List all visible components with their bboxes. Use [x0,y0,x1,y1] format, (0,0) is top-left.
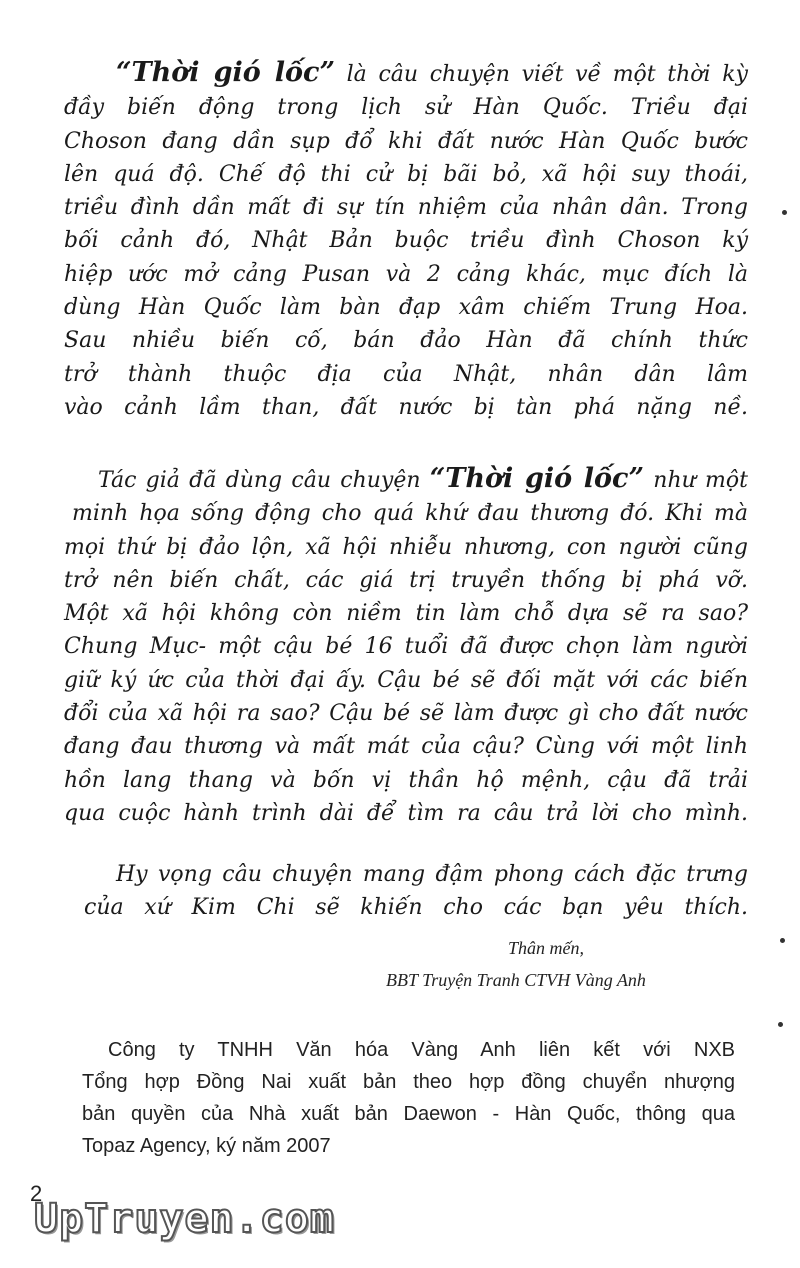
paragraph-line: đang đau thương và mất mát của cậu? Cùng với một linh [64,734,748,760]
site-watermark: UpTruyen.com [34,1196,335,1242]
paragraph-line: lên quá độ. Chế độ thi cử bị bãi bỏ, xã hội suy thoái, [64,161,748,187]
paragraph-line: của xứ Kim Chi sẽ khiến cho các bạn yêu thích. [84,895,748,921]
paragraph-line: “Thời gió lốc” là câu chuyện viết về một thời kỳ [116,57,748,88]
paragraph-line: hiệp ước mở cảng Pusan và 2 cảng khác, mục đích là [64,261,748,287]
paragraph-line: Tác giả đã dùng câu chuyện “Thời gió lốc” như một [98,463,748,494]
paragraph-line: Chung Mục- một cậu bé 16 tuổi đã được chọn làm người [64,634,748,660]
paragraph-line: bối cảnh đó, Nhật Bản buộc triều đình Choson ký [64,228,748,254]
paragraph-line: đầy biến động trong lịch sử Hàn Quốc. Triều đại [64,95,748,121]
paragraph-line: trở thành thuộc địa của Nhật, nhân dân lâm [64,361,748,387]
book-title-emphasis: “Thời gió lốc” [116,57,335,88]
book-title-emphasis: “Thời gió lốc” [429,463,645,494]
intro-paragraph [64,56,748,424]
paragraph-line: Choson đang dần sụp đổ khi đất nước Hàn Quốc bước [64,128,748,154]
paragraph-line: trở nên biến chất, các giá trị truyền thống bị phá vỡ. [64,567,748,593]
paragraph-line: giữ ký ức của thời đại ấy. Cậu bé sẽ đối mặt với các biến [64,667,748,693]
scan-speck [778,1022,783,1027]
paragraph-line: đổi của xã hội ra sao? Cậu bé sẽ làm được gì cho đất nước [64,701,748,727]
publisher-line: bản quyền của Nhà xuất bản Daewon - Hàn Quốc, thông qua [82,1103,735,1125]
paragraph-line: dùng Hàn Quốc làm bàn đạp xâm chiếm Trung Hoa. [64,295,748,321]
publisher-line: Công ty TNHH Văn hóa Vàng Anh liên kết với NXB [108,1039,735,1061]
paragraph-line: vào cảnh lầm than, đất nước bị tàn phá nặng nề. [64,394,748,420]
scan-speck [782,210,787,215]
scan-speck [780,938,785,943]
publisher-line: Topaz Agency, ký năm 2007 [82,1135,331,1157]
paragraph-line: mọi thứ bị đảo lộn, xã hội nhiễu nhương, con người cũng [64,534,748,560]
paragraph-line: Hy vọng câu chuyện mang đậm phong cách đặc trưng [116,862,748,887]
paragraph-line: Sau nhiều biến cố, bán đảo Hàn đã chính thức [64,328,748,354]
signature-greeting: Thân mến, [508,938,584,958]
publisher-note [82,1034,735,1162]
paragraph-line: triều đình dần mất đi sự tín nhiệm của nhân dân. Trong [64,195,748,221]
closing-paragraph [64,858,748,925]
paragraph-line: hồn lang thang và bốn vị thần hộ mệnh, cậu đã trải [64,767,748,793]
publisher-line: Tổng hợp Đồng Nai xuất bản theo hợp đồng chuyển nhượng [82,1071,735,1093]
paragraph-line: minh họa sống động cho quá khứ đau thương đó. Khi mà [72,501,748,527]
signature-author: BBT Truyện Tranh CTVH Vàng Anh [386,970,646,990]
story-paragraph [64,462,748,830]
page-number: 2 [30,1181,43,1206]
paragraph-line: Một xã hội không còn niềm tin làm chỗ dựa sẽ ra sao? [64,601,748,627]
paragraph-line: qua cuộc hành trình dài để tìm ra câu trả lời cho mình. [64,800,748,826]
